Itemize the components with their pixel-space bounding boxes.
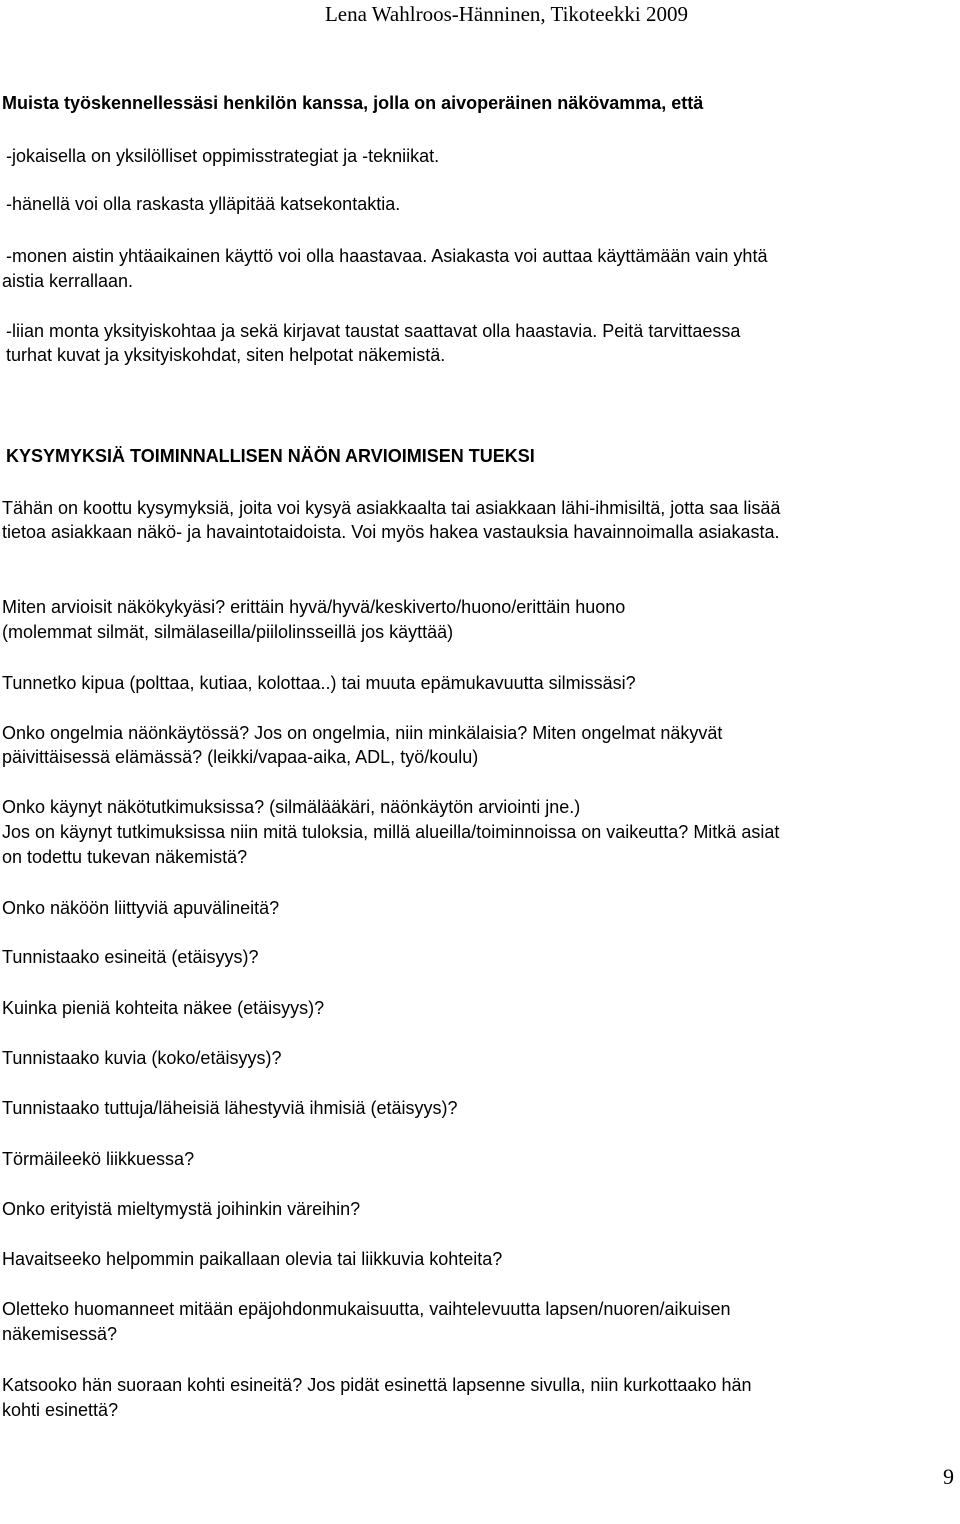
question: Katsooko hän suoraan kohti esineitä? Jos pidät esinettä lapsenne sivulla, niin kurkottaako hän	[2, 1375, 752, 1395]
intro-bullet-continuation: aistia kerrallaan.	[2, 271, 134, 291]
intro-bullet: -liian monta yksityiskohtaa ja sekä kirjavat taustat saattavat olla haastavia. Peitä tarvittaessa	[6, 321, 741, 341]
question: Tunnistaako kuvia (koko/etäisyys)?	[2, 1048, 282, 1068]
question: päivittäisessä elämässä? (leikki/vapaa-aika, ADL, työ/koulu)	[2, 747, 479, 767]
question: Tunnistaako esineitä (etäisyys)?	[2, 947, 259, 967]
question: Oletteko huomanneet mitään epäjohdonmukaisuutta, vaihtelevuutta lapsen/nuoren/aikuisen	[2, 1299, 731, 1319]
question: Onko erityistä mieltymystä joihinkin väreihin?	[2, 1199, 361, 1219]
question: kohti esinettä?	[2, 1400, 119, 1420]
question: Onko näköön liittyviä apuvälineitä?	[2, 898, 280, 918]
question: Havaitseeko helpommin paikallaan olevia tai liikkuvia kohteita?	[2, 1249, 503, 1269]
page-header: Lena Wahlroos-Hänninen, Tikoteekki 2009	[324, 2, 688, 26]
question: Miten arvioisit näkökykyäsi? erittäin hyvä/hyvä/keskiverto/huono/erittäin huono	[2, 597, 626, 617]
question: Tunnistaako tuttuja/läheisiä lähestyviä ihmisiä (etäisyys)?	[2, 1098, 458, 1118]
section-title: KYSYMYKSIÄ TOIMINNALLISEN NÄÖN ARVIOIMISEN TUEKSI	[6, 446, 535, 466]
section-intro: Tähän on koottu kysymyksiä, joita voi kysyä asiakkaalta tai asiakkaan lähi-ihmisiltä, jotta saa lisää	[2, 498, 781, 518]
question: Törmäileekö liikkuessa?	[2, 1149, 195, 1169]
question: Onko ongelmia näönkäytössä? Jos on ongelmia, niin minkälaisia? Miten ongelmat näkyvät	[2, 723, 723, 743]
section-intro: tietoa asiakkaan näkö- ja havaintotaidoista. Voi myös hakea vastauksia havainnoimalla asiakasta.	[2, 522, 780, 542]
question: Kuinka pieniä kohteita näkee (etäisyys)?	[2, 998, 325, 1018]
intro-bullet: -jokaisella on yksilölliset oppimisstrategiat ja -tekniikat.	[6, 146, 440, 166]
question: on todettu tukevan näkemistä?	[2, 847, 248, 867]
question: Tunnetko kipua (polttaa, kutiaa, kolottaa..) tai muuta epämukavuutta silmissäsi?	[2, 673, 636, 693]
question: Onko käynyt näkötutkimuksissa? (silmälääkäri, näönkäytön arviointi jne.)	[2, 797, 581, 817]
question: Jos on käynyt tutkimuksissa niin mitä tuloksia, millä alueilla/toiminnoissa on vaikeutta? Mitkä asiat	[2, 822, 780, 842]
page-number: 9	[943, 1464, 954, 1489]
intro-heading: Muista työskennellessäsi henkilön kanssa, jolla on aivoperäinen näkövamma, että	[2, 93, 704, 113]
intro-bullet: -hänellä voi olla raskasta ylläpitää katsekontaktia.	[6, 194, 401, 214]
question: (molemmat silmät, silmälaseilla/piilolinsseillä jos käyttää)	[2, 622, 454, 642]
intro-bullet: -monen aistin yhtäaikainen käyttö voi olla haastavaa. Asiakasta voi auttaa käyttämään vain yhtä	[6, 246, 768, 266]
question: näkemisessä?	[2, 1324, 118, 1344]
intro-bullet-continuation: turhat kuvat ja yksityiskohdat, siten helpotat näkemistä.	[6, 345, 446, 365]
